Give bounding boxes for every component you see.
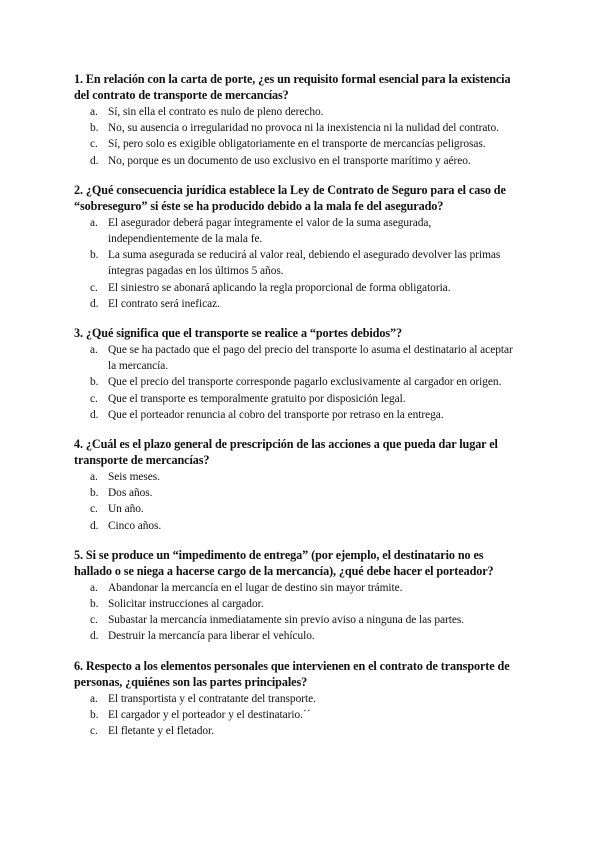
option-list: [74, 469, 520, 534]
option-text: El fletante y el fletador.: [108, 725, 214, 738]
option-letter: a.: [90, 471, 98, 484]
option-d: [74, 518, 520, 534]
option-list: [74, 691, 520, 740]
option-letter: c.: [90, 138, 98, 151]
option-d: [74, 628, 520, 644]
question-3: [74, 325, 520, 423]
option-letter: c.: [90, 725, 98, 738]
option-b: [74, 247, 520, 279]
option-text: Cinco años.: [108, 519, 162, 532]
option-letter: d.: [90, 519, 99, 532]
option-c: [74, 136, 520, 152]
option-text: El cargador y el porteador y el destinatario.´´: [108, 708, 311, 721]
option-letter: d.: [90, 154, 99, 167]
option-c: [74, 612, 520, 628]
option-b: [74, 596, 520, 612]
question-title: 6. Respecto a los elementos personales que intervienen en el contrato de transporte de personas, ¿quiénes son las partes principales?: [74, 658, 510, 689]
option-text: Sí, sin ella el contrato es nulo de pleno derecho.: [108, 106, 324, 118]
option-list: [74, 215, 520, 312]
option-letter: b.: [90, 122, 99, 135]
option-letter: c.: [90, 392, 98, 405]
question-2: [74, 182, 520, 312]
option-letter: b.: [90, 376, 99, 389]
option-letter: b.: [90, 487, 99, 500]
option-letter: d.: [90, 408, 99, 421]
option-letter: d.: [90, 297, 99, 310]
option-text: Destruir la mercancía para liberar el vehículo.: [108, 630, 315, 643]
option-text: No, su ausencia o irregularidad no provoca ni la inexistencia ni la nulidad del contrato.: [108, 122, 499, 135]
question-title: 1. En relación con la carta de porte, ¿es un requisito formal esencial para la existencia del contrato de transporte de mercancías?: [74, 72, 511, 102]
option-list: [74, 580, 520, 645]
option-text: Dos años.: [108, 487, 153, 500]
option-a: [74, 469, 520, 485]
question-5: [74, 547, 520, 645]
option-d: [74, 153, 520, 169]
option-text: Subastar la mercancía inmediatamente sin previo aviso a ninguna de las partes.: [108, 614, 465, 627]
exam-page: [74, 71, 520, 752]
question-title: 5. Si se produce un “impedimento de entrega” (por ejemplo, el destinatario no es hallado o se niega a hacerse cargo de la mercancía), ¿qué debe hacer el porteador?: [74, 547, 494, 578]
option-b: [74, 707, 520, 723]
option-a: [74, 215, 520, 247]
option-text: El asegurador deberá pagar íntegramente el valor de la suma asegurada, independientemente de la mala fe.: [108, 216, 432, 246]
option-c: [74, 501, 520, 517]
option-text: El siniestro se abonará aplicando la regla proporcional de forma obligatoria.: [108, 281, 451, 294]
option-c: [74, 723, 520, 739]
option-list: [74, 342, 520, 423]
option-letter: a.: [90, 344, 98, 357]
option-d: [74, 296, 520, 312]
option-text: Que el porteador renuncia al cobro del transporte por retraso en la entrega.: [108, 408, 444, 421]
option-text: Seis meses.: [108, 471, 160, 484]
option-letter: a.: [90, 106, 98, 118]
option-text: Que el transporte es temporalmente gratuito por disposición legal.: [108, 392, 406, 405]
question-6: [74, 658, 520, 740]
option-letter: b.: [90, 598, 99, 611]
option-text: El contrato será ineficaz.: [108, 297, 220, 310]
option-letter: c.: [90, 281, 98, 294]
option-text: Un año.: [108, 503, 144, 516]
option-text: No, porque es un documento de uso exclusivo en el transporte marítimo y aéreo.: [108, 154, 471, 167]
question-title: 3. ¿Qué significa que el transporte se realice a “portes debidos”?: [74, 326, 402, 341]
option-letter: b.: [90, 249, 99, 262]
option-text: La suma asegurada se reducirá al valor real, debiendo el asegurado devolver las primas íntegras pagadas en los últimos 5 años.: [108, 249, 501, 278]
option-a: [74, 580, 520, 596]
option-list: [74, 104, 520, 169]
option-text: Que el precio del transporte corresponde pagarlo exclusivamente al cargador en origen.: [108, 376, 502, 389]
option-text: Abandonar la mercancía en el lugar de destino sin mayor trámite.: [108, 581, 403, 594]
option-text: Solicitar instrucciones al cargador.: [108, 598, 264, 611]
option-a: [74, 342, 520, 374]
option-letter: c.: [90, 614, 98, 627]
question-title: 4. ¿Cuál es el plazo general de prescripción de las acciones a que pueda dar lugar el transporte de mercancías?: [74, 437, 498, 468]
option-letter: c.: [90, 503, 98, 516]
option-letter: b.: [90, 708, 99, 721]
option-b: [74, 120, 520, 136]
option-b: [74, 374, 520, 390]
question-4: [74, 436, 520, 534]
option-c: [74, 391, 520, 407]
option-letter: a.: [90, 216, 98, 229]
option-letter: a.: [90, 692, 98, 705]
option-letter: d.: [90, 630, 99, 643]
option-a: [74, 691, 520, 707]
option-c: [74, 280, 520, 296]
option-text: Sí, pero solo es exigible obligatoriamente en el transporte de mercancías peligrosas.: [108, 138, 486, 151]
option-letter: a.: [90, 581, 98, 594]
option-text: El transportista y el contratante del transporte.: [108, 692, 316, 705]
option-b: [74, 485, 520, 501]
question-title: 2. ¿Qué consecuencia jurídica establece la Ley de Contrato de Seguro para el caso de “sobreseguro” si éste se ha producido debido a la mala fe del asegurado?: [74, 182, 506, 213]
question-1: [74, 71, 520, 169]
option-text: Que se ha pactado que el pago del precio del transporte lo asuma el destinatario al aceptar la mercancía.: [108, 344, 513, 373]
option-a: [74, 104, 520, 120]
option-d: [74, 407, 520, 423]
